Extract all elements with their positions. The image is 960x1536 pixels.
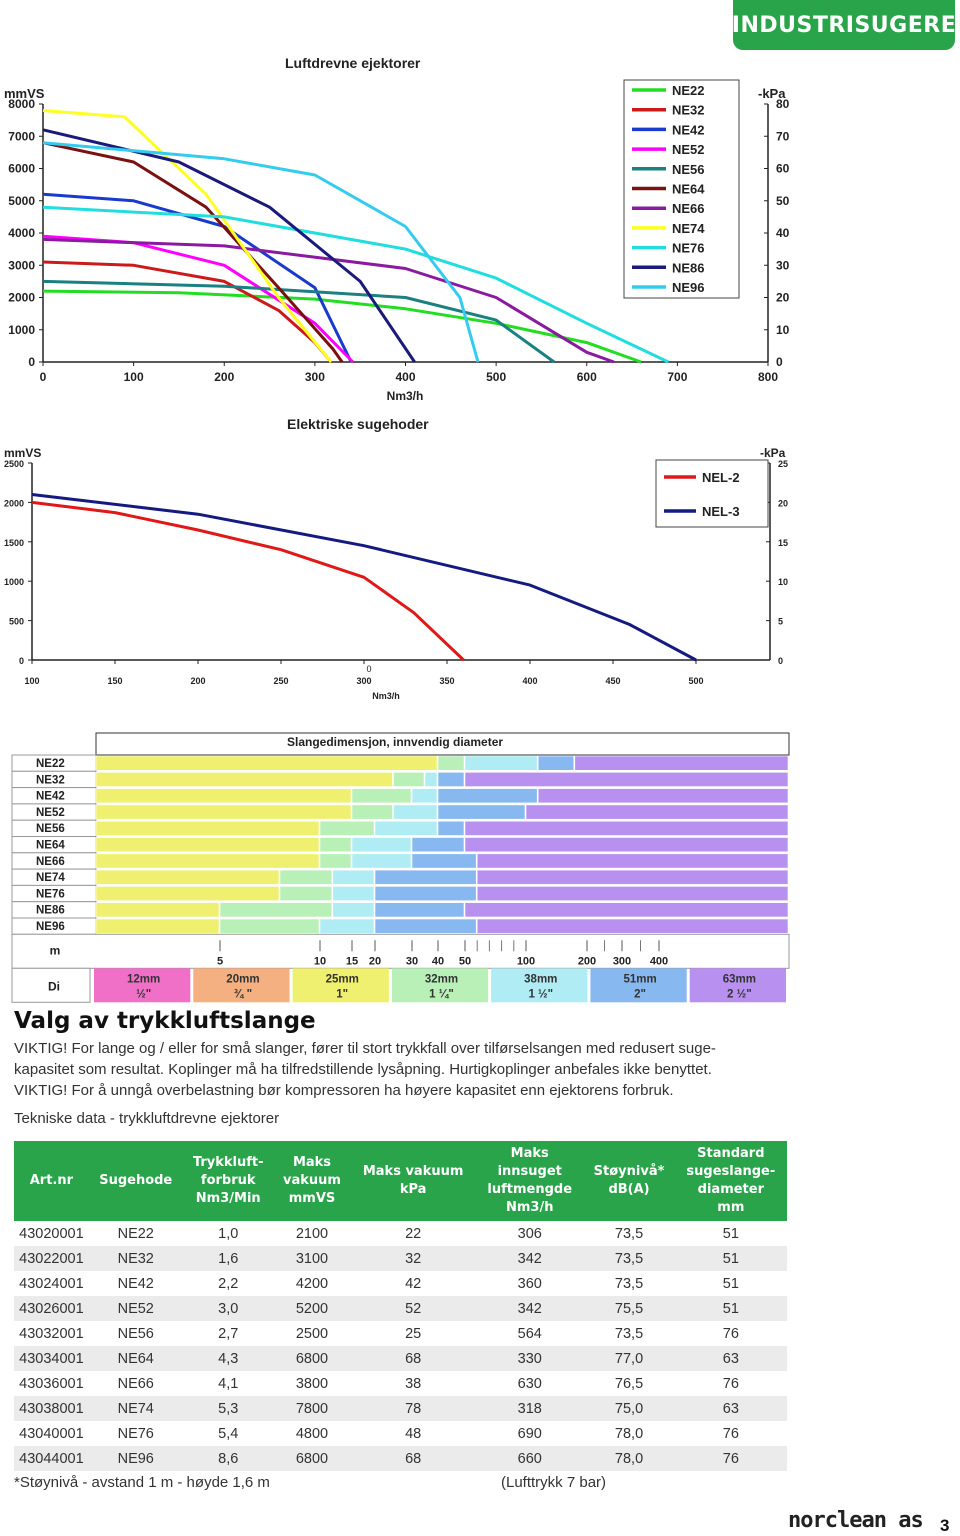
legend-label: NE56	[672, 161, 705, 177]
table-cell: 8,6	[183, 1446, 274, 1471]
table-row	[14, 1271, 787, 1296]
hose-dimension-chart	[0, 730, 800, 1005]
table-cell: 342	[476, 1246, 583, 1271]
length-tick-label: 20	[368, 955, 382, 968]
hose-segment	[375, 886, 476, 900]
y-tick-label: 2000	[3, 498, 24, 509]
table-cell: 330	[476, 1346, 583, 1371]
table-row	[14, 1446, 787, 1471]
hose-segment	[438, 772, 464, 786]
table-cell: 51	[675, 1296, 787, 1321]
length-tick-label: 40	[431, 955, 445, 968]
table-cell: 2,2	[218, 1275, 239, 1292]
y2-tick-label: 50	[776, 193, 790, 208]
hose-segment	[477, 919, 788, 933]
y-tick-label: 8000	[8, 97, 35, 111]
hose-segment	[352, 805, 393, 819]
hose-segment	[320, 919, 374, 933]
table-cell: 5,4	[218, 1425, 239, 1442]
y2-tick-label: 0	[776, 355, 783, 369]
intro-line: VIKTIG! For å unngå overbelastning bør kompressoren ha høyere kapasitet enn ejektorens forbruk.	[14, 1082, 674, 1099]
hose-segment	[96, 838, 319, 852]
length-tick-label: 10	[313, 955, 327, 968]
hose-segment	[412, 854, 476, 868]
table-cell: 43022001	[14, 1246, 89, 1271]
y-tick-label: 500	[8, 616, 24, 627]
table-cell: 52	[350, 1296, 476, 1321]
table-cell: 77,0	[583, 1346, 674, 1371]
hose-diameter-inch: 2"	[634, 988, 647, 1001]
table-header-cell: Maks vakuum mmVS	[274, 1141, 350, 1221]
y-tick-label: 2500	[3, 459, 24, 469]
y2-tick-label: 0	[778, 656, 784, 666]
table-cell: NE76	[117, 1425, 154, 1442]
table-header-cell: Trykkluft- forbruk Nm3/Min	[183, 1141, 274, 1221]
legend-label: NE32	[672, 102, 705, 118]
table-cell: 22	[405, 1225, 422, 1242]
table-cell: 660	[476, 1446, 583, 1471]
table-cell: 43020001	[19, 1225, 84, 1242]
length-tick-label: 50	[458, 955, 472, 968]
length-tick-label: 100	[516, 955, 536, 968]
x-tick-label: 250	[273, 676, 289, 686]
table-cell: 360	[517, 1275, 542, 1292]
hose-row-label: NE52	[36, 806, 65, 819]
table-cell: 51	[675, 1246, 787, 1271]
hose-diameter-inch: 2 ½"	[727, 988, 752, 1001]
x-tick-label: 450	[605, 676, 621, 686]
table-cell: 32	[350, 1246, 476, 1271]
table-cell: 630	[517, 1375, 542, 1392]
table-cell: 1,6	[183, 1246, 274, 1271]
x-tick-label: 0	[39, 370, 47, 384]
hose-segment	[96, 805, 351, 819]
hose-diameter-inch: 1 ½"	[528, 988, 554, 1001]
y-tick-label: 0	[28, 355, 35, 369]
chart-title: Luftdrevne ejektorer	[285, 55, 421, 71]
hose-segment	[96, 854, 319, 868]
table-cell: NE74	[89, 1396, 183, 1421]
hose-segment	[412, 838, 464, 852]
hose-segment	[375, 919, 476, 933]
table-cell: 7800	[274, 1396, 350, 1421]
length-tick-label: 15	[345, 955, 359, 968]
x-origin-label: 0	[366, 664, 372, 674]
table-cell: 68	[350, 1346, 476, 1371]
table-cell: 78,0	[614, 1425, 644, 1442]
x-tick-label: 500	[688, 676, 704, 686]
table-cell: 73,5	[614, 1275, 644, 1292]
hose-diameter-mm: 12mm	[127, 973, 161, 986]
table-cell: NE66	[117, 1375, 154, 1392]
x-tick-label: 800	[757, 370, 779, 384]
hose-segment	[96, 756, 437, 770]
hose-segment	[438, 756, 464, 770]
table-cell: 4200	[295, 1275, 329, 1292]
y2-tick-label: 60	[776, 161, 790, 176]
hose-segment	[477, 886, 788, 900]
hose-segment	[352, 789, 411, 803]
table-cell: NE64	[89, 1346, 183, 1371]
hose-row-label: NE74	[36, 872, 65, 885]
norclean-logo: norclean as	[788, 1508, 923, 1533]
table-cell: NE56	[117, 1325, 154, 1342]
table-cell: 43032001	[19, 1325, 84, 1342]
x-tick-label: 300	[304, 370, 325, 384]
section-title: Valg av trykkluftslange	[14, 1008, 316, 1034]
hose-segment	[96, 772, 393, 786]
hose-diameter-mm: 63mm	[722, 973, 756, 986]
table-cell: 5,3	[183, 1396, 274, 1421]
hose-segment	[320, 821, 374, 835]
hose-diameter-inch: 1 ¼"	[429, 988, 454, 1001]
table-cell: 6800	[274, 1346, 350, 1371]
x-tick-label: 400	[395, 370, 416, 384]
hose-segment	[465, 772, 788, 786]
table-cell: 5200	[274, 1296, 350, 1321]
hose-segment	[477, 870, 788, 884]
table-cell: 73,5	[583, 1246, 674, 1271]
table-cell: 48	[405, 1425, 422, 1442]
hose-segment	[477, 854, 788, 868]
table-row	[14, 1371, 787, 1396]
y2-tick-label: 80	[776, 97, 790, 111]
hose-segment	[280, 870, 332, 884]
table-cell: 4800	[295, 1425, 329, 1442]
legend-label: NE42	[672, 122, 705, 138]
table-cell: NE52	[89, 1296, 183, 1321]
hose-diameter-mm: 51mm	[623, 973, 657, 986]
legend-label: NE22	[672, 83, 705, 98]
table-header-cell: Sugehode	[89, 1141, 183, 1221]
hose-diameter-inch: ¾ "	[233, 988, 253, 1001]
intro-line: kapasitet som resultat. Koplinger må ha tilfredstillende lysåpning. Hurtigkoplinger anbefales ikke benyttet.	[14, 1061, 712, 1078]
table-cell: 690	[517, 1425, 542, 1442]
y-tick-label: 4000	[8, 226, 35, 240]
y-tick-label: 1500	[3, 537, 24, 548]
hose-segment	[320, 854, 351, 868]
chart-title: Elektriske sugehoder	[287, 416, 429, 432]
table-row	[14, 1321, 787, 1346]
table-row	[14, 1421, 787, 1446]
table-cell: 63	[675, 1346, 787, 1371]
table-cell: 43024001	[19, 1275, 84, 1292]
legend-label: NE74	[672, 220, 705, 236]
table-cell: 342	[476, 1296, 583, 1321]
table-header-cell: Standard sugeslange- diameter mm	[675, 1141, 787, 1221]
table-cell: NE42	[117, 1275, 154, 1292]
length-tick-label: 300	[612, 955, 632, 968]
legend-label: NE86	[672, 260, 705, 276]
x-tick-label: 150	[107, 676, 123, 686]
hose-segment	[320, 838, 351, 852]
y-tick-label: 1000	[3, 577, 24, 588]
table-cell: 564	[517, 1325, 542, 1342]
hose-row-label: NE64	[36, 839, 65, 852]
y2-tick-label: 20	[776, 290, 790, 305]
table-cell: 78	[350, 1396, 476, 1421]
hose-row-label: NE56	[36, 823, 65, 836]
hose-segment	[96, 821, 319, 835]
intro-line: VIKTIG! For lange og / eller for små slanger, fører til stort trykkfall over tilførselsangen med redusert suge-	[14, 1040, 716, 1057]
x-tick-label: 200	[190, 676, 206, 686]
x-tick-label: 500	[486, 370, 507, 384]
hose-segment	[96, 789, 351, 803]
table-cell: 3800	[295, 1375, 329, 1392]
hose-segment	[465, 756, 537, 770]
y2-tick-label: 5	[778, 616, 784, 627]
electric-suction-chart	[0, 416, 800, 705]
hose-segment	[220, 919, 319, 933]
hose-segment	[96, 870, 279, 884]
table-cell: 63	[675, 1396, 787, 1421]
y2-tick-label: 10	[776, 322, 790, 337]
table-cell: 43036001	[19, 1375, 84, 1392]
hose-segment	[352, 854, 411, 868]
y-axis-label: mmVS	[4, 446, 42, 460]
hose-chart-title: Slangedimensjon, innvendig diameter	[287, 735, 504, 749]
table-cell: 3,0	[183, 1296, 274, 1321]
hose-segment	[425, 772, 437, 786]
hose-diameter-mm: 20mm	[226, 973, 260, 986]
series-line-nel-2	[32, 502, 464, 660]
table-cell: 76	[722, 1325, 739, 1342]
y2-tick-label: 30	[776, 258, 790, 273]
y-tick-label: 6000	[8, 161, 35, 176]
table-cell: NE32	[89, 1246, 183, 1271]
table-cell: 3100	[274, 1246, 350, 1271]
intro-section	[14, 1008, 944, 1101]
legend-label: NE96	[672, 280, 705, 295]
hose-row-label: NE22	[36, 758, 65, 770]
hose-segment	[96, 903, 219, 917]
table-header-row	[14, 1141, 787, 1221]
length-tick-label: 5	[216, 955, 224, 968]
table-cell: 43034001	[14, 1346, 89, 1371]
length-tick-label: 200	[577, 955, 597, 968]
x-axis-label: Nm3/h	[372, 691, 400, 701]
table-cell: 306	[517, 1225, 542, 1242]
hose-segment	[412, 789, 437, 803]
hose-segment	[465, 903, 788, 917]
legend-label: NE64	[672, 181, 705, 197]
hose-segment	[465, 821, 788, 835]
y2-tick-label: 20	[778, 498, 789, 509]
table-header-cell: Maks vakuum kPa	[350, 1141, 476, 1221]
table-cell: 76	[675, 1446, 787, 1471]
hose-segment	[333, 870, 374, 884]
hose-segment	[333, 903, 374, 917]
table-cell: 2100	[295, 1225, 329, 1242]
table-row	[14, 1221, 787, 1246]
air-pressure-note: (Lufttrykk 7 bar)	[501, 1474, 607, 1491]
y-tick-label: 5000	[8, 193, 35, 208]
table-cell: 43038001	[14, 1396, 89, 1421]
y-tick-label: 3000	[8, 258, 35, 273]
hose-segment	[526, 805, 788, 819]
x-tick-label: 200	[214, 370, 235, 384]
table-cell: 43040001	[19, 1425, 84, 1442]
table-cell: 76	[722, 1375, 739, 1392]
table-cell: 42	[405, 1275, 422, 1292]
hose-segment	[438, 789, 537, 803]
legend-label: NEL-2	[702, 470, 740, 485]
hose-diameter-mm: 38mm	[524, 973, 558, 986]
y2-axis-label: -kPa	[760, 446, 786, 460]
hose-segment	[375, 870, 476, 884]
hose-row-label: NE32	[36, 774, 65, 787]
hose-diameter-inch: ½"	[136, 988, 152, 1001]
hose-segment	[394, 805, 438, 819]
table-cell: 38	[405, 1375, 422, 1392]
x-tick-label: 100	[24, 676, 40, 686]
y2-tick-label: 25	[778, 459, 789, 469]
table-cell: 2500	[295, 1325, 329, 1342]
table-row	[14, 1346, 787, 1371]
x-axis-label: Nm3/h	[386, 389, 424, 403]
x-tick-label: 300	[356, 676, 372, 686]
series-line-ne64	[43, 143, 342, 362]
hose-segment	[575, 756, 788, 770]
table-cell: 76,5	[614, 1375, 644, 1392]
x-tick-label: 400	[522, 676, 538, 686]
y-tick-label: 2000	[8, 290, 35, 305]
hose-segment	[375, 821, 437, 835]
table-cell: 43026001	[14, 1296, 89, 1321]
table-cell: 68	[350, 1446, 476, 1471]
x-tick-label: 100	[123, 370, 144, 384]
hose-row-label: NE42	[36, 790, 65, 803]
table-cell: NE22	[117, 1225, 154, 1242]
section-tab: INDUSTRISUGERE	[733, 0, 955, 50]
table-cell: 4,3	[183, 1346, 274, 1371]
hose-row-label: NE96	[36, 921, 65, 933]
series-line-ne74	[43, 111, 331, 363]
table-cell: 51	[722, 1225, 739, 1242]
legend-label: NE52	[672, 142, 705, 158]
hose-length-scale	[12, 934, 789, 968]
y2-tick-label: 70	[776, 129, 790, 144]
hose-segment	[375, 903, 464, 917]
ejector-performance-chart	[0, 50, 800, 460]
hose-segment	[220, 903, 332, 917]
hose-segment	[96, 919, 219, 933]
table-cell: NE96	[89, 1446, 183, 1471]
hose-diameter-inch: 1"	[336, 988, 349, 1001]
table-cell: 318	[476, 1396, 583, 1421]
table-cell: 76	[722, 1425, 739, 1442]
hose-segment	[333, 886, 374, 900]
technical-data-table	[14, 1141, 787, 1471]
table-row	[14, 1396, 787, 1421]
noise-footnote: *Støynivå - avstand 1 m - høyde 1,6 m	[14, 1474, 270, 1491]
table-header-cell: Maks innsuget luftmengde Nm3/h	[476, 1141, 583, 1221]
table-cell: 25	[405, 1325, 422, 1342]
length-axis-label: m	[49, 943, 61, 958]
hose-row-label: NE76	[36, 888, 65, 901]
series-line-ne42	[43, 194, 351, 362]
hose-segment	[280, 886, 332, 900]
table-cell: 78,0	[583, 1446, 674, 1471]
hose-segment	[394, 772, 425, 786]
hose-segment	[352, 838, 411, 852]
hose-segment	[438, 805, 525, 819]
hose-segment	[96, 886, 279, 900]
hose-diameter-mm: 32mm	[424, 973, 459, 986]
x-tick-label: 350	[439, 676, 455, 686]
hose-segment	[538, 756, 574, 770]
table-cell: 73,5	[614, 1325, 644, 1342]
table-cell: 73,5	[614, 1225, 644, 1242]
legend-label: NE76	[672, 240, 705, 256]
y-tick-label: 1000	[8, 322, 35, 337]
series-line-ne32	[43, 262, 331, 362]
y2-tick-label: 15	[778, 537, 789, 548]
y2-tick-label: 40	[776, 226, 790, 240]
hose-segment	[438, 821, 464, 835]
x-tick-label: 600	[576, 370, 597, 384]
y-axis-label: mmVS	[4, 86, 45, 101]
table-cell: 4,1	[218, 1375, 239, 1392]
table-row	[14, 1246, 787, 1271]
hose-diameter-mm: 25mm	[325, 973, 359, 986]
page-number: 3	[940, 1516, 950, 1535]
table-cell: 2,7	[218, 1325, 239, 1342]
length-tick-label: 400	[649, 955, 669, 968]
y2-tick-label: 10	[778, 577, 789, 588]
hose-segment	[538, 789, 788, 803]
hose-row-label: NE66	[36, 855, 65, 868]
table-cell: 51	[722, 1275, 739, 1292]
hose-segment	[465, 838, 788, 852]
y2-axis-label: -kPa	[758, 86, 786, 101]
table-row	[14, 1296, 787, 1321]
table-header-cell: Støynivå* dB(A)	[583, 1141, 674, 1221]
table-cell: 6800	[274, 1446, 350, 1471]
length-tick-label: 30	[405, 955, 419, 968]
table-cell: 43044001	[14, 1446, 89, 1471]
legend-label: NE66	[672, 201, 705, 217]
legend-label: NEL-3	[702, 504, 740, 519]
table-cell: 1,0	[218, 1225, 239, 1242]
table-header-cell: Art.nr	[14, 1141, 89, 1221]
y-tick-label: 7000	[8, 129, 35, 144]
y-tick-label: 0	[18, 656, 24, 666]
x-tick-label: 700	[667, 370, 688, 384]
table-subtitle: Tekniske data - trykkluftdrevne ejektorer	[14, 1110, 280, 1127]
table-cell: 75,5	[583, 1296, 674, 1321]
table-cell: 75,0	[583, 1396, 674, 1421]
hose-row-label: NE86	[36, 904, 65, 917]
diameter-axis-label: Di	[48, 979, 60, 994]
